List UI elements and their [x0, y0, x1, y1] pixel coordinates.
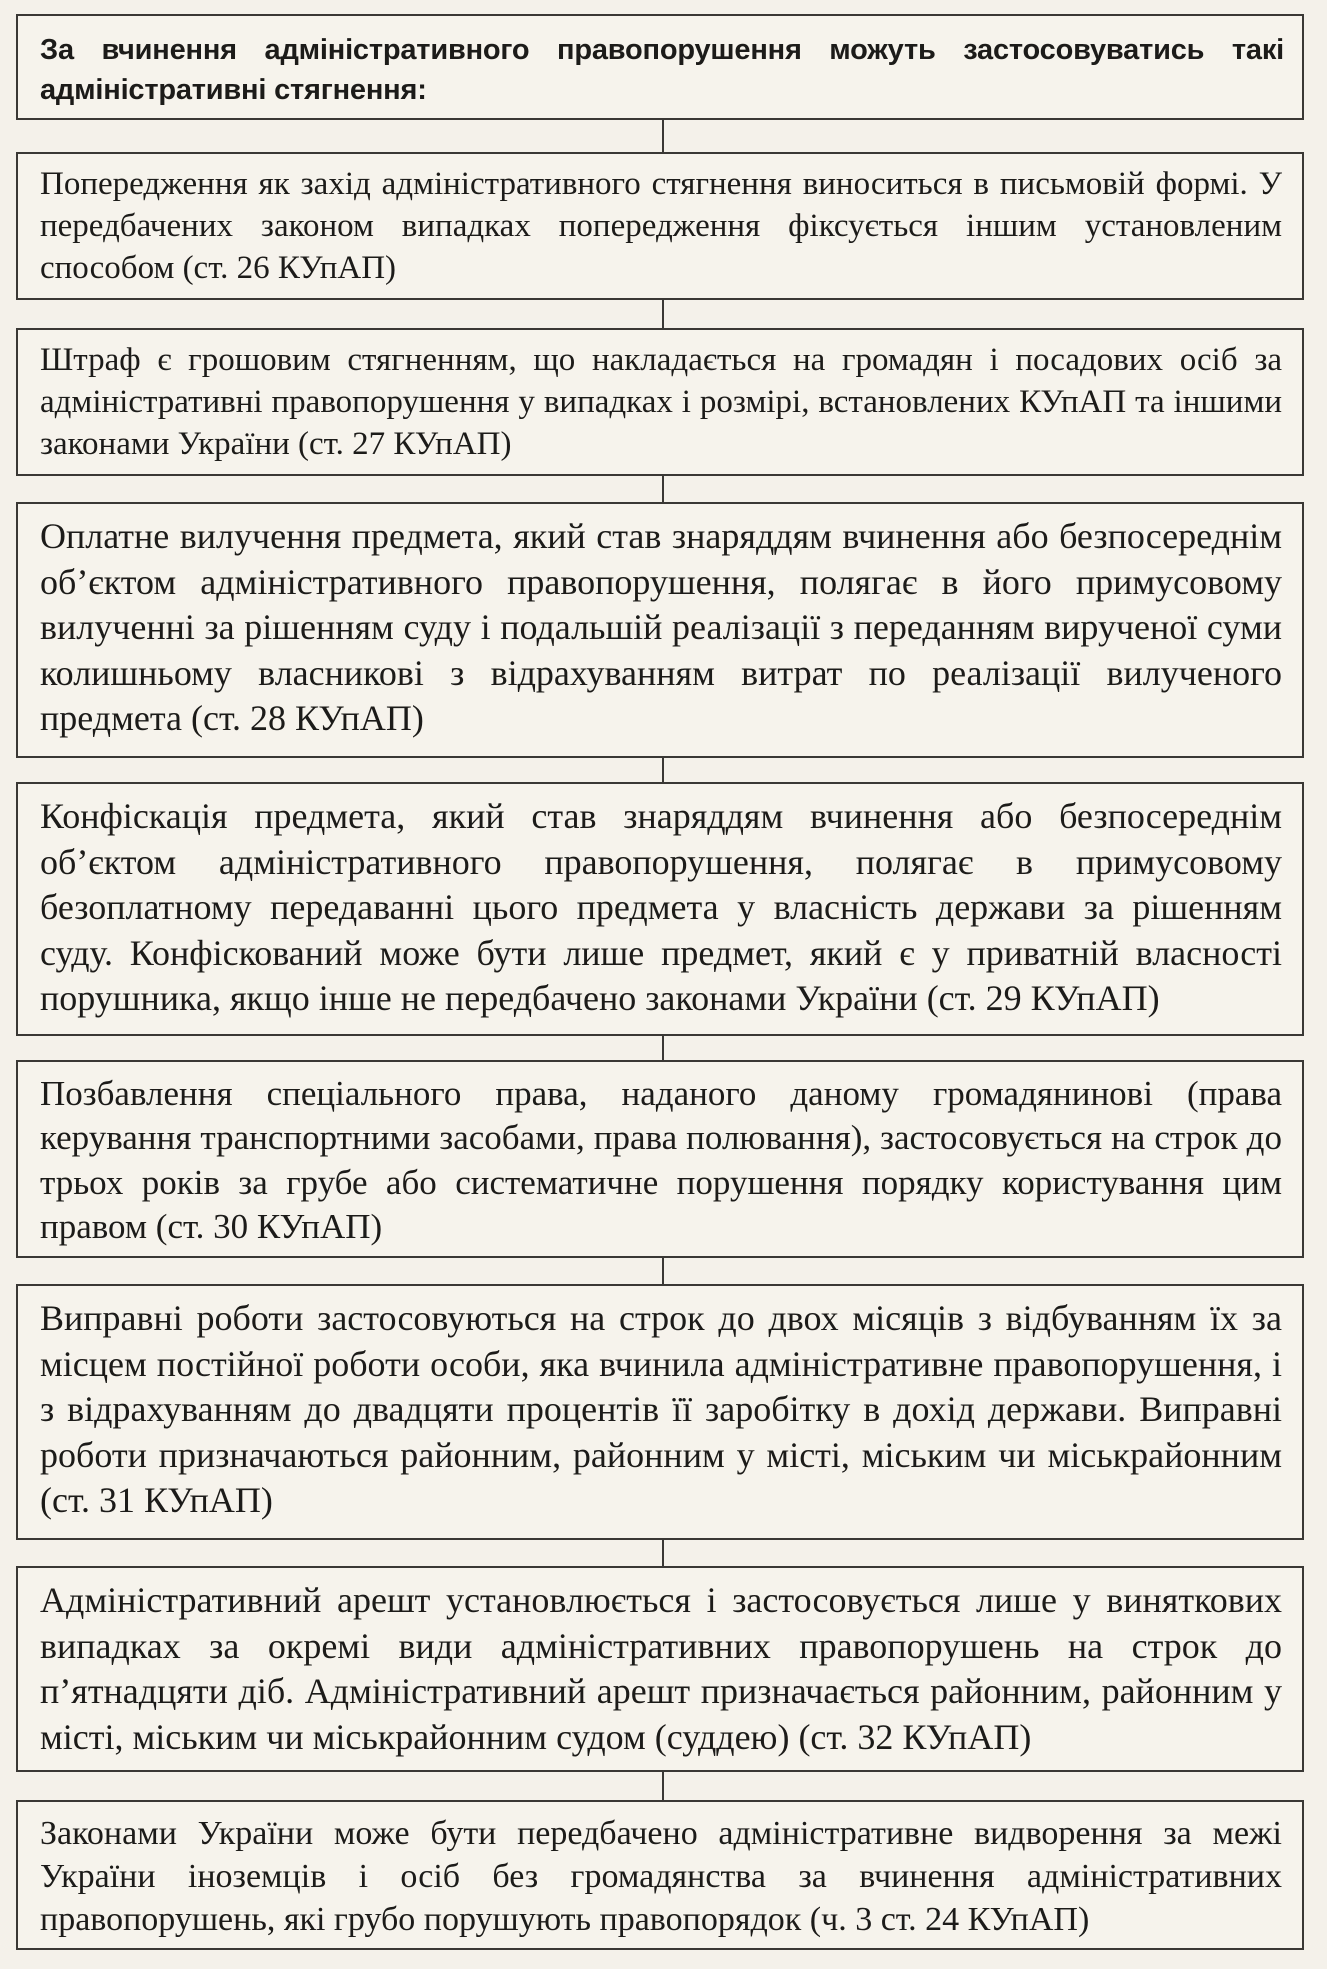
sanction-box-special-right-deprivation [16, 1060, 1304, 1258]
connector-line [662, 300, 664, 328]
sanction-box-warning [16, 152, 1304, 300]
sanction-text: Штраф є грошовим стягненням, що накладається на громадян і посадових осіб за адміністративні правопорушення у випадках і розмірі, встановлених КУпАП та іншими законами України (ст. 27 КУпАП) [40, 342, 1282, 462]
connector-line [662, 1036, 664, 1060]
sanction-text: Конфіскація предмета, який став знаряддям вчинення або безпосереднім об’єктом адміністративного правопорушення, полягає в примусовому безоплатному передаванні цього предмета у власність держави за рішенням суду. Конфіскований може бути лише предмет, який є у приватній власності порушника, якщо інше не передбачено законами України (ст. 29 КУпАП) [40, 796, 1282, 1018]
diagram-header-text: За вчинення адміністративного правопорушення можуть застосовуватись такі адміністративні стягнення: [40, 34, 1284, 107]
sanction-text: Виправні роботи застосовуються на строк до двох місяців з відбуванням їх за місцем постійної роботи особи, яка вчинила адміністративне правопорушення, і з відрахуванням до двадцяти процентів її заробітку в дохід держави. Виправні роботи призначаються районним, районним у місті, міським чи міськрайонним (ст. 31 КУпАП) [40, 1298, 1282, 1520]
sanction-text: Попередження як захід адміністративного стягнення виноситься в письмовій формі. У передбачених законом випадках попередження фіксується іншим установленим способом (ст. 26 КУпАП) [40, 166, 1282, 286]
sanction-text: Законами України може бути передбачено адміністративне видворення за межі України іноземців і осіб без громадянства за вчинення адміністративних правопорушень, які грубо порушують правопорядок (ч. 3 ст. 24 КУпАП) [40, 1815, 1282, 1939]
connector-line [662, 1540, 664, 1566]
connector-line [662, 758, 664, 782]
sanction-box-administrative-arrest [16, 1566, 1304, 1772]
sanction-box-expulsion [16, 1800, 1304, 1950]
sanction-text: Позбавлення спеціального права, наданого даному громадянинові (права керування транспортними засобами, права полювання), застосовується на строк до трьох років за грубе або систематичне порушення порядку користування цим правом (ст. 30 КУпАП) [40, 1074, 1282, 1246]
connector-line [662, 120, 664, 152]
sanction-box-confiscation [16, 782, 1304, 1036]
sanction-box-paid-seizure [16, 502, 1304, 758]
sanction-box-correctional-work [16, 1284, 1304, 1540]
connector-line [662, 476, 664, 502]
diagram-header-box [16, 14, 1304, 120]
sanction-text: Адміністративний арешт установлюється і застосовується лише у виняткових випадках за окремі види адміністративних правопорушень на строк до п’ятнадцяти діб. Адміністративний арешт призначається районним, районним у місті, міським чи міськрайонним судом (суддею) (ст. 32 КУпАП) [40, 1580, 1282, 1757]
connector-line [662, 1258, 664, 1284]
connector-line [662, 1772, 664, 1800]
sanction-text: Оплатне вилучення предмета, який став знаряддям вчинення або безпосереднім об’єктом адміністративного правопорушення, полягає в його примусовому вилученні за рішенням суду і подальшій реалізації з переданням вирученої суми колишньому власникові з відрахуванням витрат по реалізації вилученого предмета (ст. 28 КУпАП) [40, 516, 1282, 738]
sanction-box-fine [16, 328, 1304, 476]
